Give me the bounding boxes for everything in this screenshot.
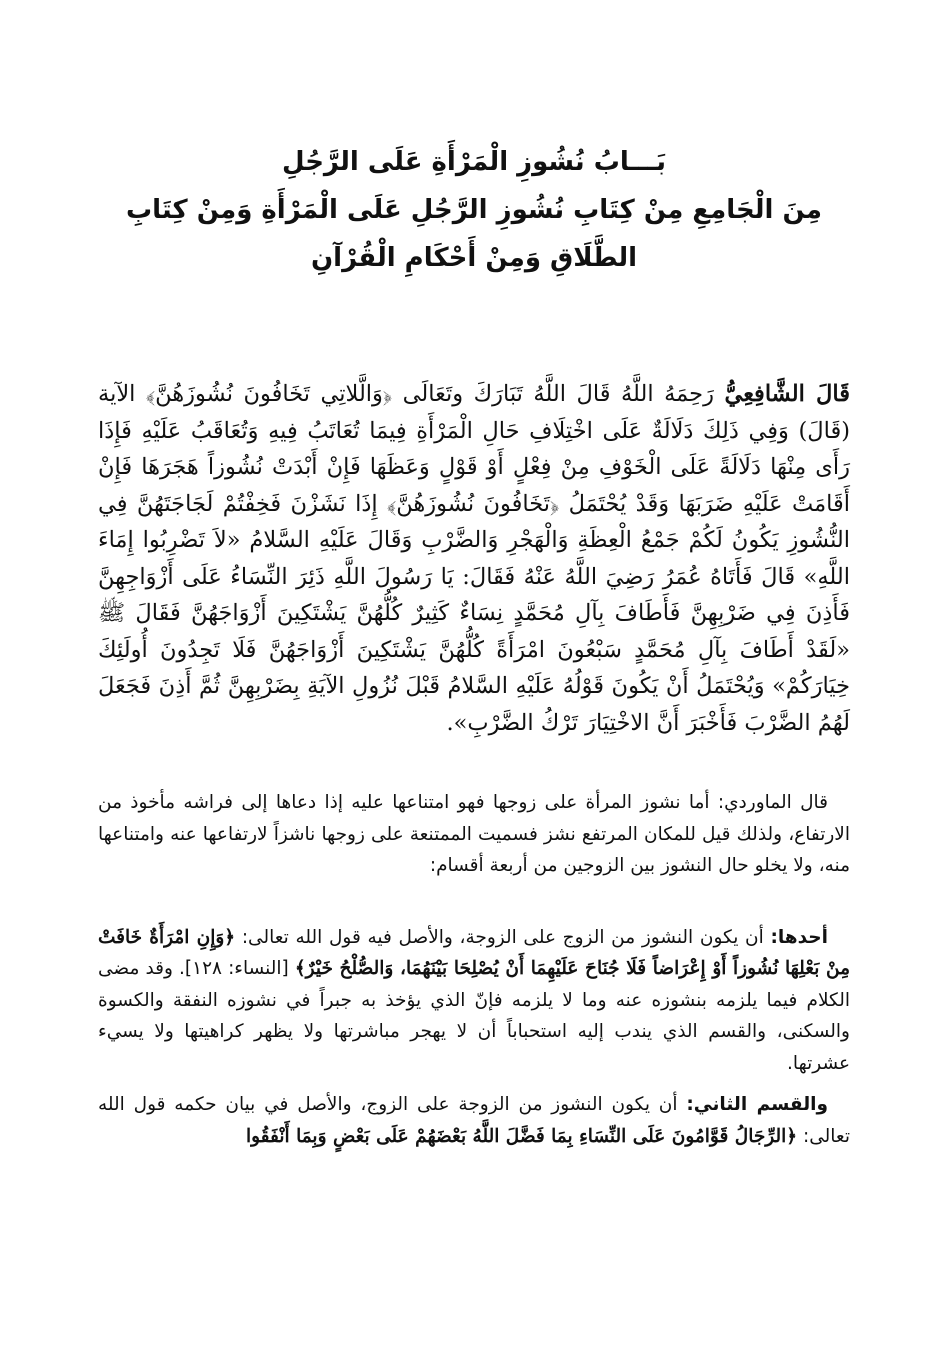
- section-one: [98, 922, 850, 1080]
- section-one-verse: ﴿وَإِنِ امْرَأَةٌ خَافَتْ مِنْ بَعْلِهَا نُشُوزاً أَوْ إِعْرَاضاً فَلَا جُنَاحَ عَلَيْهِمَا أَنْ يُصْلِحَا بَيْنَهُمَا، وَالصُّلْحُ خَيْرٌ﴾: [98, 926, 851, 979]
- commentary-paragraph: قال الماوردي: أما نشوز المرأة على زوجها فهو امتناعها عليه إذا دعاها إلى فراشه مأخوذ من الارتفاع، ولذلك قيل للمكان المرتفع نشز فسميت الممتنعة على زوجها ناشزاً لارتفاعها عنه وامتناعها منه، ولا يخلو حال النشوز بين الزوجين من أربعة أقسام:: [98, 792, 850, 876]
- chapter-title: بَـــابُ نُشُوزِ الْمَرْأَةِ عَلَى الرَّجُلِ: [281, 147, 667, 177]
- section-one-rest: [النساء: ١٢٨]. وقد مضى الكلام فيما يلزمه بنشوزه عنه وما لا يلزمه فإنّ الذي يؤخذ به جبراً في نشوزه النفقة والكسوة والسكنى، والقسم الذي يندب إليه استحباباً أن لا يهجر مباشرتها ولا يظهر كراهيتها ولا يسيء عشرتها.: [98, 958, 850, 1074]
- main-speaker: قَالَ الشَّافِعِيُّ: [724, 381, 850, 407]
- section-two-intro: أن يكون النشوز من الزوجة على الزوج، والأصل في بيان حكمه قول الله تعالى:: [98, 1094, 850, 1147]
- chapter-subtitle: مِنَ الْجَامِعِ مِنْ كِتَابِ نُشُوزِ الرَّجُلِ عَلَى الْمَرْأَةِ وَمِنْ كِتَابِ الطَّلَاقِ وَمِنْ أَحْكَامِ الْقُرْآنِ: [126, 195, 822, 273]
- book-page: [98, 130, 850, 1152]
- section-two-lead: والقسم الثاني:: [686, 1094, 828, 1115]
- section-one-intro: أن يكون النشوز من الزوج على الزوجة، والأصل فيه قول الله تعالى:: [241, 926, 764, 948]
- main-body: رَحِمَهُ اللَّهُ قَالَ اللَّهُ تَبَارَكَ وتَعَالَى ﴿وَالَّلاتِي تَخَافُونَ نُشُوزَهُنَّ﴾ الآية (قَالَ) وَفِي ذَلِكَ دَلَالَةٌ عَلَى اخْتِلَافِ حَالِ الْمَرْأَةِ فِيمَا تُعَاتَبُ فِيهِ وَتُعَاقَبُ عَلَيْهِ فَإِذَا رَأَى مِنْهَا دَلَالَةً عَلَى الْخَوْفِ مِنْ فِعْلٍ أَوْ قَوْلٍ وَعَظَهَا فَإِنْ أَبْدَتْ نُشُوزاً هَجَرَهَا فَإِنْ أَقَامَتْ عَلَيْهِ ضَرَبَهَا وَقَدْ يُحْتَمَلُ ﴿تَخَافُونَ نُشُوزَهُنَّ﴾ إِذَا نَشَزْنَ فَخِفْتُمْ لَجَاجَتَهُنَّ فِي النُّشُوزِ يَكُونُ لَكُمْ جَمْعُ الْعِظَةِ وَالْهَجْرِ وَالضَّرْبِ وَقَالَ عَلَيْهِ السَّلامُ «لاَ تَضْرِبُوا إِمَاءَ اللَّهِ» قَالَ فَأَتَاهُ عُمَرُ رَضِيَ اللَّهُ عَنْهُ فَقَالَ: يَا رَسُولَ اللَّهِ ذَئِرَ النِّسَاءُ عَلَى أَزْوَاجِهِنَّ فَأَذِنَ فِي ضَرْبِهِنَّ فَأَطَافَ بِآلِ مُحَمَّدٍ نِسَاءٌ كَثِيرٌ كُلُّهُنَّ يَشْتَكِينَ أَزْوَاجَهُنَّ فَقَالَ ﷺ «لَقَدْ أَطَافَ بِآلِ مُحَمَّدٍ سَبْعُونَ امْرَأَةً كُلُّهُنَّ يَشْتَكِينَ أَزْوَاجَهُنَّ فَلَا تَجِدُونَ أُولَئِكَ خِيَارَكُمْ» وَيُحْتَمَلُ أَنْ يَكُونَ قَوْلُهُ عَلَيْهِ السَّلامُ قَبْلَ نُزُولِ الآيَةِ بِضَرْبِهِنَّ ثُمَّ أَذِنَ فَجَعَلَ لَهُمُ الضَّرْبَ فَأَخْبَرَ أَنَّ الاخْتِيَارَ تَرْكُ الضَّرْبِ».: [98, 381, 850, 736]
- section-two: [98, 1089, 850, 1152]
- main-text: [98, 376, 850, 741]
- section-two-verse: ﴿الرِّجَالُ قَوَّامُونَ عَلَى النِّسَاءِ بِمَا فَضَّلَ اللَّهُ بَعْضَهُمْ عَلَى بَعْضٍ وَبِمَا أَنْفَقُوا: [245, 1125, 798, 1147]
- section-one-lead: أحدها:: [770, 926, 828, 948]
